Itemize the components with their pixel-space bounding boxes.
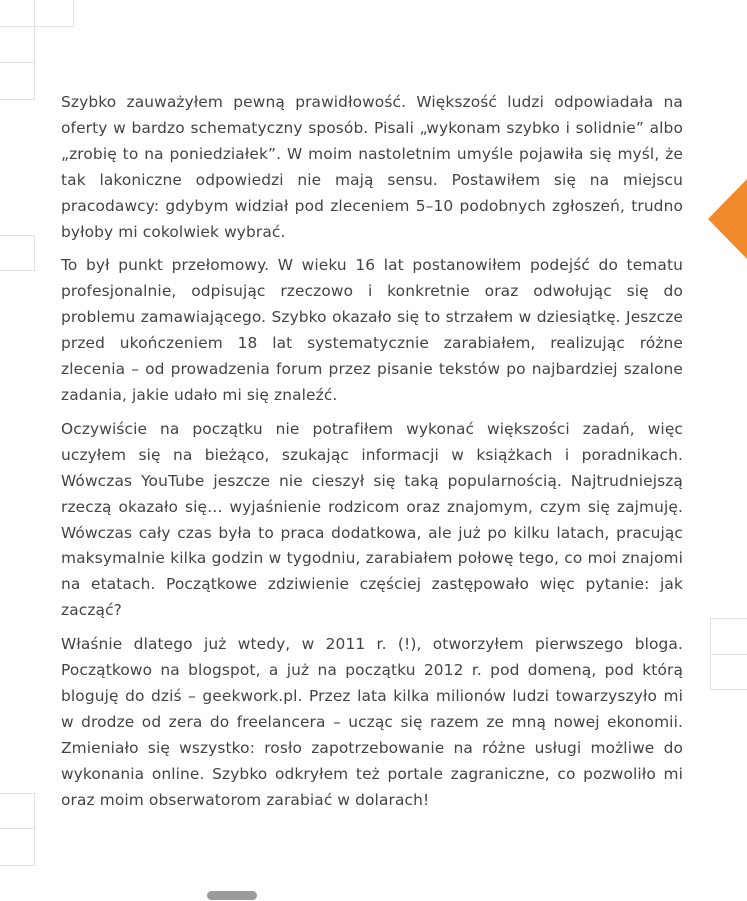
decor-box-bottom-left-2 (0, 828, 35, 866)
decor-box-top-left-4 (0, 62, 35, 100)
article-paragraph-1: Szybko zauważyłem pewną prawidłowość. Większość ludzi odpowiadała na oferty w bardzo schematyczny sposób. Pisali „wykonam szybko i solidnie” albo „zrobię to na poniedziałek”. W moim nastoletnim umyśle pojawiła się myśl, że tak lakoniczne odpowiedzi nie mają sensu. Postawiłem się na miejscu pracodawcy: gdybym widział pod zleceniem 5–10 podobnych zgłoszeń, trudno byłoby mi cokolwiek wybrać. (61, 93, 683, 241)
decor-box-right-1 (710, 618, 747, 655)
decor-box-bottom-left-1 (0, 793, 35, 829)
scroll-handle[interactable] (207, 891, 257, 900)
article-paragraph-3: Oczywiście na początku nie potrafiłem wykonać większości zadań, więc uczyłem się na bieżąco, szukając informacji w książkach i poradnikach. Wówczas YouTube jeszcze nie cieszył się taką popularnością. Najtrudniejszą rzeczą okazało się… wyjaśnienie rodzicom oraz znajomym, czym się zajmuję. Wówczas cały czas była to praca dodatkowa, ale już po kilku latach, pracując maksymalnie kilka godzin w tygodniu, zarabiałem połowę tego, co moi znajomi na etatach. Początkowe zdziwienie częściej zastępowało więc pytanie: jak zacząć? (61, 419, 683, 620)
decor-box-right-2 (710, 654, 747, 690)
decor-box-mid-left (0, 235, 35, 271)
article-paragraph-4: Właśnie dlatego już wtedy, w 2011 r. (!), otworzyłem pierwszego bloga. Początkowo na blogspot, a już na początku 2012 r. pod domeną, pod którą bloguję do dziś – geekwork.pl. Przez lata kilka milionów ludzi towarzyszyło mi w drodze od zera do freelancera – ucząc się razem ze mną nowej ekonomii. Zmieniało się wszystko: rosło zapotrzebowanie na różne usługi możliwe do wykonania online. Szybko odkryłem też portale zagraniczne, co pozwoliło mi oraz moim obserwatorom zarabiać w dolarach! (61, 635, 683, 809)
accent-arrow-shape (708, 178, 747, 260)
decor-box-top-left-1 (0, 0, 35, 27)
decor-box-top-left-2 (34, 0, 74, 27)
article-paragraph-2: To był punkt przełomowy. W wieku 16 lat postanowiłem podejść do tematu profesjonalnie, odpisując rzeczowo i konkretnie oraz odwołując się do problemu zamawiającego. Szybko okazało się to strzałem w dziesiątkę. Jeszcze przed ukończeniem 18 lat systematycznie zarabiałem, realizując różne zlecenia – od prowadzenia forum przez pisanie tekstów po najbardziej szalone zadania, jakie udało mi się znaleźć. (61, 256, 683, 404)
article-body (61, 90, 683, 821)
decor-box-top-left-3 (0, 26, 35, 63)
